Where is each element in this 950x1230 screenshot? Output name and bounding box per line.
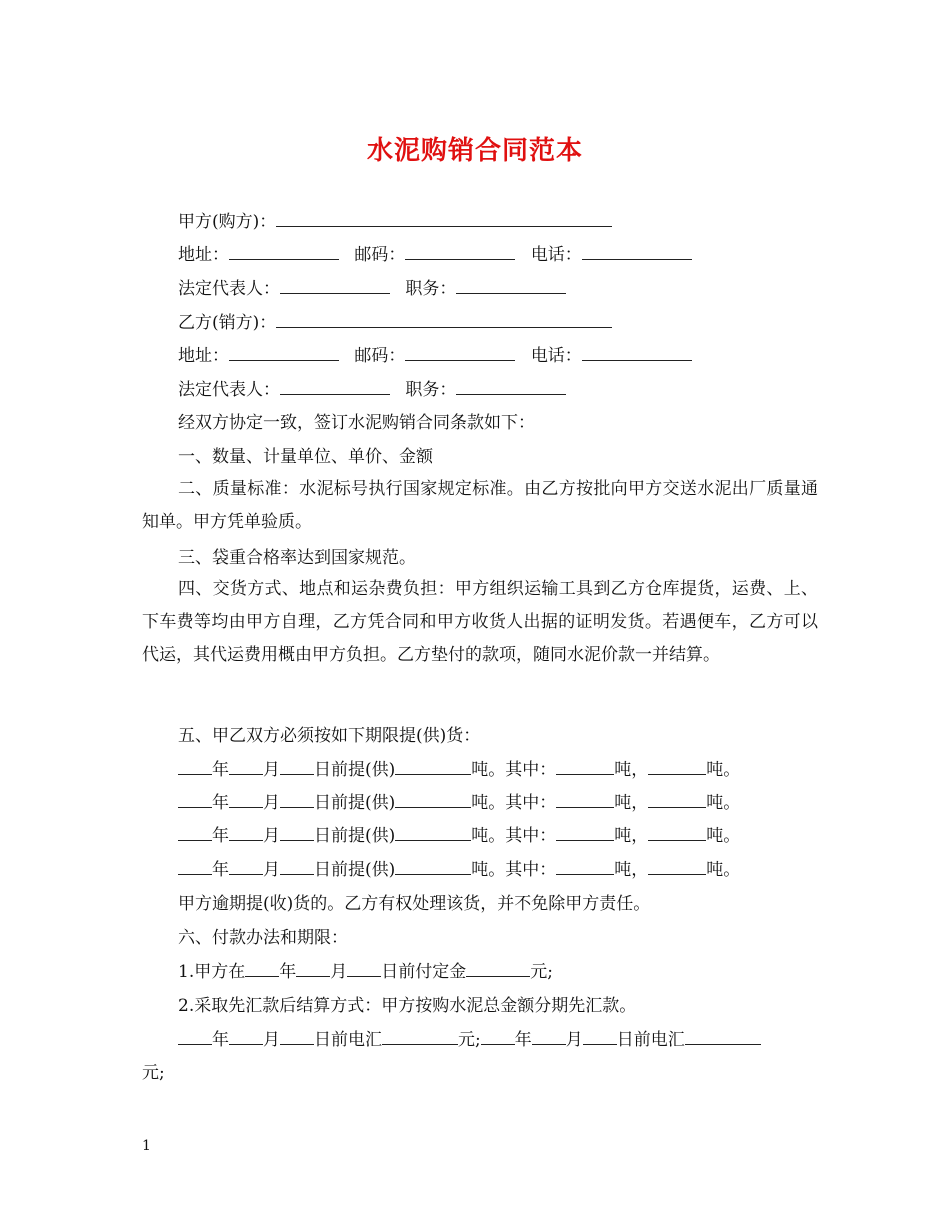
clause-3-heading: 三、袋重合格率达到国家规范。 [178, 548, 416, 568]
party-a-contact-line [178, 245, 692, 265]
position-label: 职务： [405, 279, 457, 299]
party-b-blank [276, 313, 612, 328]
page-number: 1 [142, 1138, 151, 1154]
party-b-contact-line [178, 346, 692, 366]
overdue-clause: 甲方逾期提(收)货的。乙方有权处理该货，并不免除甲方责任。 [178, 894, 651, 914]
party-b-rep-line [178, 380, 566, 400]
party-a-line [178, 212, 612, 232]
address-blank [229, 346, 339, 361]
wire-schedule-line: 年 月 日前电汇 元; 年 月 日前电汇 [178, 1030, 761, 1050]
party-b-label: 乙方(销方)： [178, 313, 277, 333]
clause-2-paragraph: 二、质量标准：水泥标号执行国家规定标准。由乙方按批向甲方交送水泥出厂质量通知单。甲方凭单验质。 [142, 479, 818, 532]
payment-item-1: 1.甲方在 年 月 日前付定金 元; [178, 962, 553, 982]
wire-schedule-end: 元; [142, 1063, 165, 1083]
postcode-label: 邮码： [354, 346, 406, 366]
phone-blank [582, 346, 692, 361]
clause-6-heading: 六、付款办法和期限： [178, 928, 348, 948]
document-title: 水泥购销合同范本 [366, 136, 583, 166]
postcode-blank [405, 346, 515, 361]
postcode-blank [405, 245, 515, 260]
address-blank [229, 245, 339, 260]
delivery-row: 年 月 日前提(供) 吨。其中： 吨， 吨。 [178, 826, 740, 846]
phone-blank [582, 245, 692, 260]
phone-label: 电话： [530, 245, 582, 265]
payment-item-2: 2.采取先汇款后结算方式：甲方按购水泥总金额分期先汇款。 [178, 996, 637, 1016]
legal-rep-blank [280, 279, 390, 294]
party-a-label: 甲方(购方)： [178, 212, 277, 232]
address-label: 地址： [178, 245, 229, 265]
delivery-row: 年 月 日前提(供) 吨。其中： 吨， 吨。 [178, 760, 740, 780]
address-label: 地址： [178, 346, 229, 366]
delivery-row: 年 月 日前提(供) 吨。其中： 吨， 吨。 [178, 860, 740, 880]
clause-4-paragraph: 四、交货方式、地点和运杂费负担：甲方组织运输工具到乙方仓库提货，运费、上、下车费等均由甲方自理，乙方凭合同和甲方收货人出据的证明发货。若遇便车，乙方可以代运，其代运费用概由甲方负担。乙方垫付的款项，随同水泥价款一并结算。 [142, 579, 818, 665]
phone-label: 电话： [530, 346, 582, 366]
position-label: 职务： [405, 380, 457, 400]
position-blank [456, 380, 566, 395]
clause-5-heading: 五、甲乙双方必须按如下期限提(供)货： [178, 726, 481, 746]
position-blank [456, 279, 566, 294]
agreement-intro: 经双方协定一致，签订水泥购销合同条款如下： [178, 413, 535, 433]
legal-rep-blank [280, 380, 390, 395]
delivery-row: 年 月 日前提(供) 吨。其中： 吨， 吨。 [178, 793, 740, 813]
party-a-rep-line [178, 279, 566, 299]
postcode-label: 邮码： [354, 245, 406, 265]
party-a-blank [276, 212, 612, 227]
legal-rep-label: 法定代表人： [178, 279, 280, 299]
party-b-line [178, 313, 612, 333]
legal-rep-label: 法定代表人： [178, 380, 280, 400]
clause-1-heading: 一、数量、计量单位、单价、金额 [178, 447, 433, 467]
